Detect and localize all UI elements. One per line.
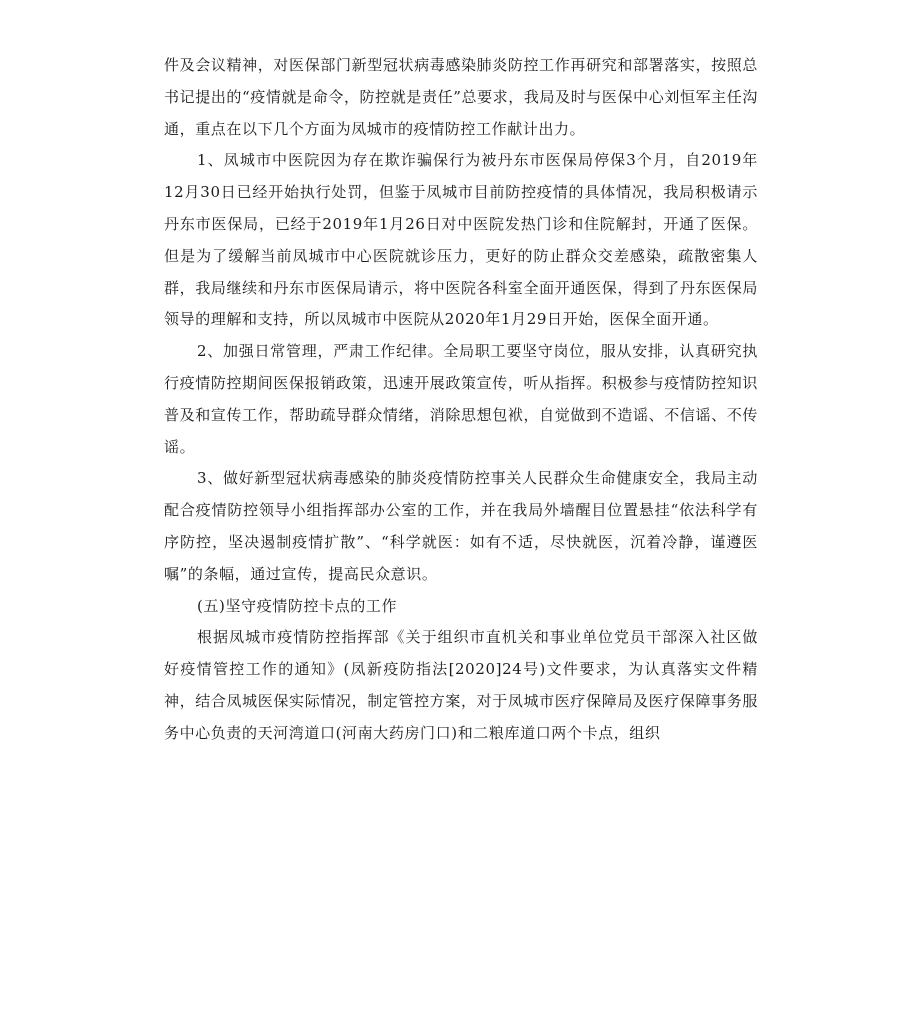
paragraph-item-3: 3、做好新型冠状病毒感染的肺炎疫情防控事关人民群众生命健康安全，我局主动配合疫情防控领导小组指挥部办公室的工作，并在我局外墙醒目位置悬挂“依法科学有序防控，坚决遏制疫情扩散”、“科学就医：如有不适，尽快就医，沉着冷静，谨遵医嘱”的条幅，通过宣传，提高民众意识。 — [164, 469, 758, 583]
paragraph-item-2: 2、加强日常管理，严肃工作纪律。全局职工要坚守岗位，服从安排，认真研究执行疫情防控期间医保报销政策，迅速开展政策宣传，听从指挥。积极参与疫情防控知识普及和宣传工作，帮助疏导群众情绪，消除思想包袱，自觉做到不造谣、不信谣、不传谣。 — [164, 342, 758, 456]
paragraph-continuation: 件及会议精神，对医保部门新型冠状病毒感染肺炎防控工作再研究和部署落实，按照总书记提出的“疫情就是命令，防控就是责任”总要求，我局及时与医保中心刘恒军主任沟通，重点在以下几个方面为凤城市的疫情防控工作献计出力。 — [164, 56, 758, 138]
section-heading: (五)坚守疫情防控卡点的工作 — [197, 596, 398, 615]
document-body — [164, 50, 758, 750]
paragraph-item-1: 1、凤城市中医院因为存在欺诈骗保行为被丹东市医保局停保3个月，自2019年12月30日已经开始执行处罚，但鉴于凤城市目前防控疫情的具体情况，我局积极请示丹东市医保局，已经于2019年1月26日对中医院发热门诊和住院解封，开通了医保。但是为了缓解当前凤城市中心医院就诊压力，更好的防止群众交差感染，疏散密集人群，我局继续和丹东市医保局请示，将中医院各科室全面开通医保，得到了丹东医保局领导的理解和支持，所以凤城市中医院从2020年1月29日开始，医保全面开通。 — [164, 151, 758, 329]
paragraph-checkpoint: 根据凤城市疫情防控指挥部《关于组织市直机关和事业单位党员干部深入社区做好疫情管控工作的通知》(凤新疫防指法[2020]24号)文件要求，为认真落实文件精神，结合凤城医保实际情况，制定管控方案，对于凤城市医疗保障局及医疗保障事务服务中心负责的天河湾道口(河南大药房门口)和二粮库道口两个卡点，组织 — [164, 628, 758, 742]
